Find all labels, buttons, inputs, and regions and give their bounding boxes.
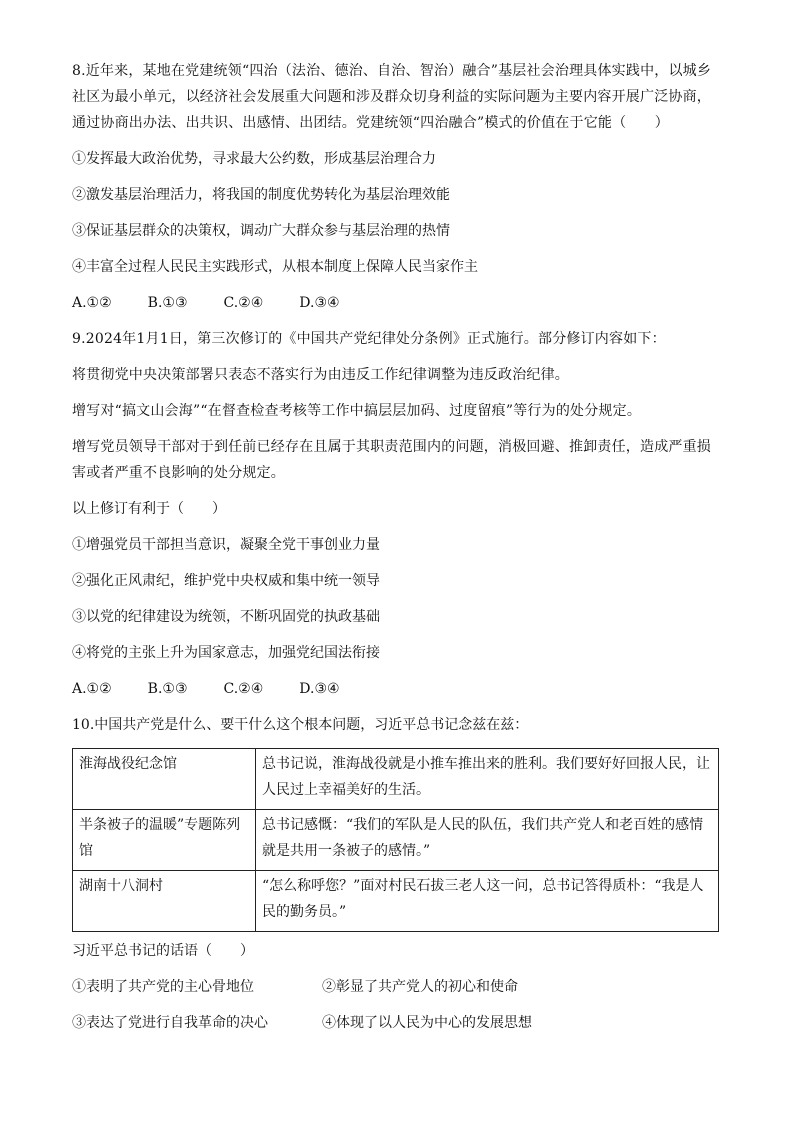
q8-options [72,290,722,316]
q10-item-3: ③表达了党进行自我革命的决心 [72,1015,268,1031]
q10-table [72,748,719,932]
question-8 [72,58,722,316]
q9-option-b: B.①③ [147,681,188,697]
q9-option-a: A.①② [72,681,112,697]
q9-item-1: ①增强党员干部担当意识，凝聚全党干事创业力量 [72,537,380,553]
q10-items-row-1 [72,974,722,1000]
q9-point-3: 增写党员领导干部对于到任前已经存在且属于其职责范围内的问题，消极回避、推卸责任，造成严重损害或者严重不良影响的处分规定。 [72,439,711,481]
table-row [73,871,719,932]
q9-option-c: C.②④ [223,681,264,697]
question-9 [72,326,722,702]
q8-option-c: C.②④ [223,295,264,311]
exam-page [72,58,722,1046]
table-cell-words: 总书记说，淮海战役就是小推车推出来的胜利。我们要好好回报人民，让人民过上幸福美好的生活。 [256,749,719,810]
table-cell-place: 半条被子的温暖”专题陈列馆 [73,810,256,871]
question-10 [72,712,722,1036]
q9-stem: 9.2024年1月1日，第三次修订的《中国共产党纪律处分条例》正式施行。部分修订内容如下： [72,331,666,347]
q10-item-1: ①表明了共产党的主心骨地位 [72,979,254,995]
table-row [73,749,719,810]
q8-item-4: ④丰富全过程人民民主实践形式，从根本制度上保障人民当家作主 [72,259,478,275]
q9-option-d: D.③④ [299,681,340,697]
q10-item-4: ④体现了以人民为中心的发展思想 [322,1015,532,1031]
q9-point-1: 将贯彻党中央决策部署只表态不落实行为由违反工作纪律调整为违反政治纪律。 [72,367,569,383]
q10-item-2: ②彰显了共产党人的初心和使命 [322,979,518,995]
q9-question: 以上修订有利于（ ） [72,501,226,517]
q8-stem: 8.近年来，某地在党建统领“四治（法治、德治、自治、智治）融合”基层社会治理具体实践中，以城乡社区为最小单元，以经济社会发展重大问题和涉及群众切身利益的实际问题为主要内容开展广泛协商，通过协商出办法、出共识、出感情、出团结。党建统领“四治融合”模式的价值在于它能（ ） [72,63,712,131]
table-row [73,810,719,871]
q9-item-4: ④将党的主张上升为国家意志，加强党纪国法衔接 [72,645,380,661]
q10-stem: 10.中国共产党是什么、要干什么这个根本问题，习近平总书记念兹在兹： [72,717,529,733]
q8-item-3: ③保证基层群众的决策权，调动广大群众参与基层治理的热情 [72,223,450,239]
q8-option-d: D.③④ [299,295,340,311]
q8-item-2: ②激发基层治理活力，将我国的制度优势转化为基层治理效能 [72,187,450,203]
q10-question: 习近平总书记的话语（ ） [72,943,254,959]
table-cell-words: 总书记感慨：“我们的军队是人民的队伍，我们共产党人和老百姓的感情就是共用一条被子的感情。” [256,810,719,871]
q8-option-b: B.①③ [147,295,188,311]
table-cell-place: 湖南十八洞村 [73,871,256,932]
q10-items-row-2 [72,1010,722,1036]
q9-options [72,676,722,702]
q9-point-2: 增写对“搞文山会海”“在督查检查考核等工作中搞层层加码、过度留痕”等行为的处分规定。 [72,403,642,419]
q8-option-a: A.①② [72,295,112,311]
table-cell-place: 淮海战役纪念馆 [73,749,256,810]
q9-item-2: ②强化正风肃纪，维护党中央权威和集中统一领导 [72,573,380,589]
q8-item-1: ①发挥最大政治优势，寻求最大公约数，形成基层治理合力 [72,151,436,167]
table-cell-words: “怎么称呼您？”面对村民石拔三老人这一问，总书记答得质朴：“我是人民的勤务员。” [256,871,719,932]
q9-item-3: ③以党的纪律建设为统领，不断巩固党的执政基础 [72,609,380,625]
